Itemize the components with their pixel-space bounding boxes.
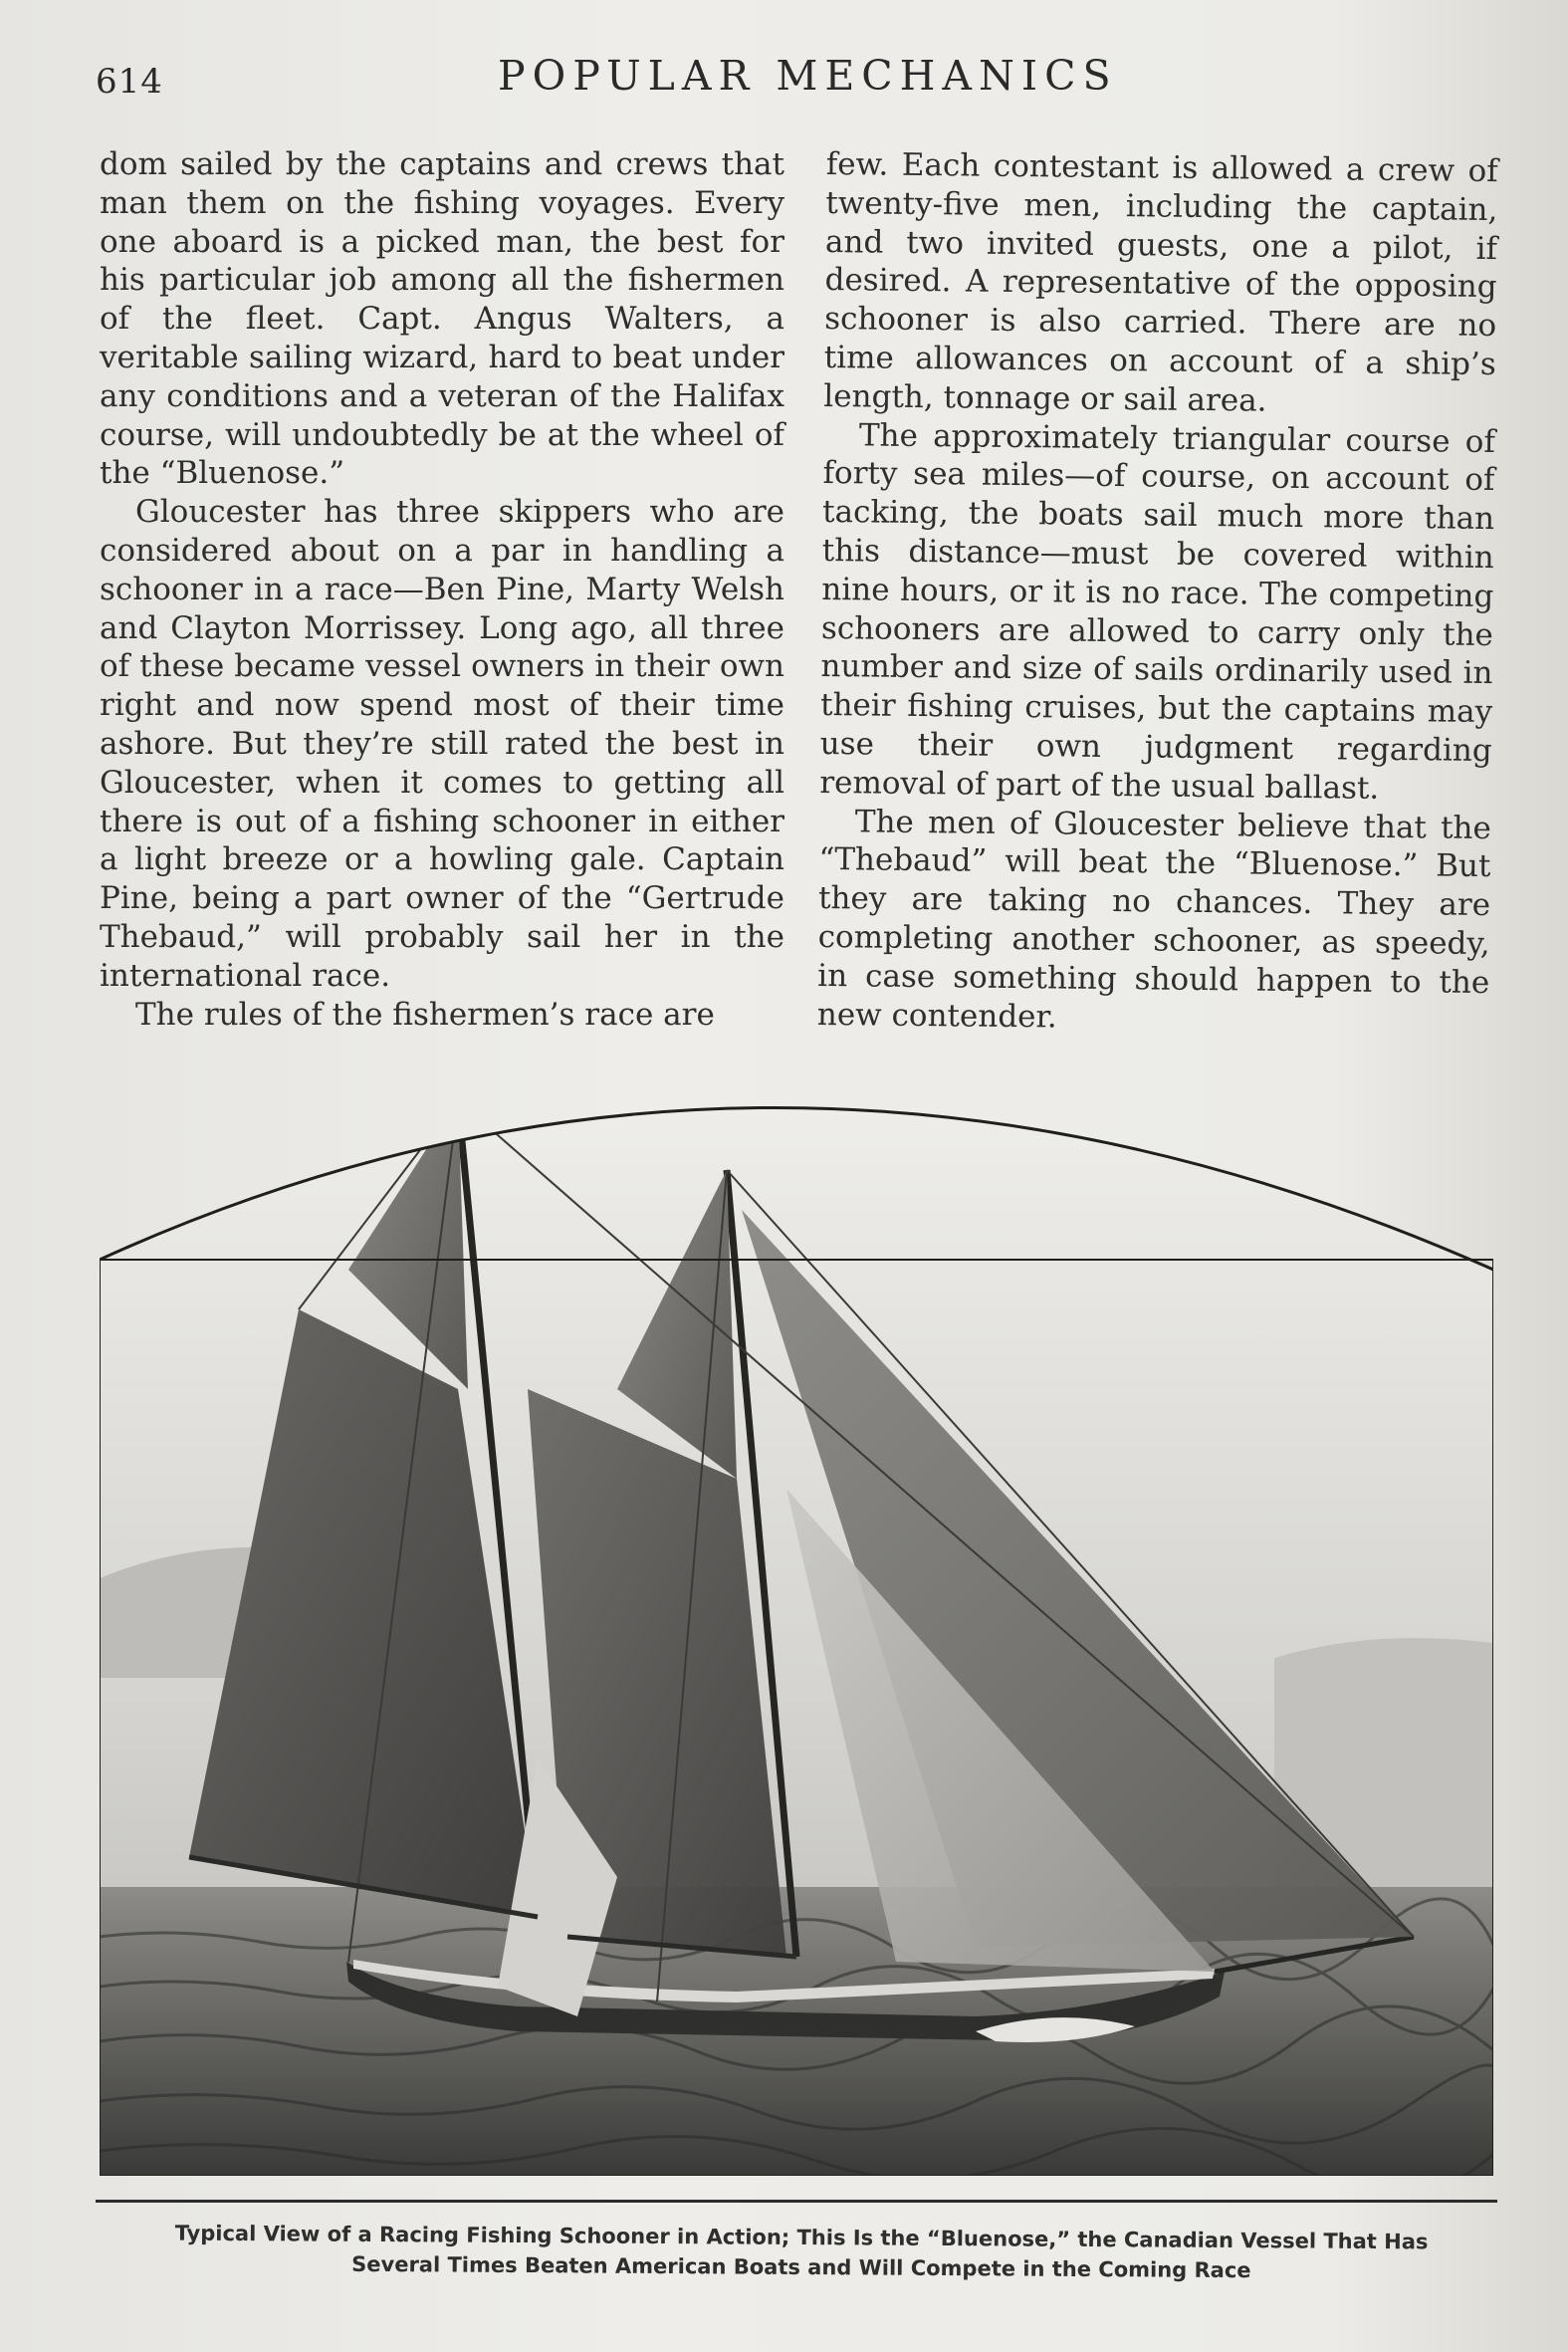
paragraph: Gloucester has three skippers who are considered about on a par in handling a schooner in a race—Ben Pine, Marty Welsh and Clayton Morrissey. Long ago, all three of these became vessel owners in their own right and now spend most of their time ashore. But they’re still rated the best in Gloucester, when it comes to getting all there is out of a fishing schooner in either a light breeze or a howling gale. Captain Pine, being a part owner of the “Gertrude Thebaud,” will probably sail her in the international race. <box>100 494 784 994</box>
caption-line-1: Typical View of a Racing Fishing Schooner in Action; This Is the “Bluenose,” the Canadian Vessel That Has <box>174 2221 1429 2254</box>
engraving-scene <box>100 1060 1493 2176</box>
caption-line-2: Several Times Beaten American Boats and Will Compete in the Coming Race <box>351 2251 1251 2283</box>
right-text-column <box>817 145 1498 1041</box>
caption-rule <box>96 2200 1497 2203</box>
paragraph: The approximately triangular course of forty sea miles—of course, on account of tacking, the boats sail much more than this distance—must be covered within nine hours, or it is no race. The competing schooners are allowed to carry only the number and size of sails ordinarily used in their fishing cruises, but the captains may use their own judgment regarding removal of part of the usual ballast. <box>819 416 1496 807</box>
paragraph: The rules of the fishermen’s race are <box>135 996 715 1033</box>
figure-caption <box>110 2218 1493 2287</box>
magazine-title: POPULAR MECHANICS <box>498 52 1118 100</box>
paragraph: few. Each contestant is allowed a crew of twenty-five men, including the captain, and two invited guests, one a pilot, if desired. A representative of the opposing schooner is also carried. There are no time allowances on account of a ship’s length, tonnage or sail area. <box>823 145 1498 419</box>
left-text-column <box>100 145 784 1034</box>
paragraph: The men of Gloucester believe that the “Thebaud” will beat the “Bluenose.” But they are taking no chances. They are completing another schooner, as speedy, in case something should happen to the new contender. <box>816 803 1492 1036</box>
paragraph: dom sailed by the captains and crews that man them on the fishing voyages. Every one aboard is a picked man, the best for his particular job among all the fishermen of the fleet. Capt. Angus Walters, a veritable sailing wizard, hard to beat under any conditions and a veteran of the Halifax course, will undoubtedly be at the wheel of the “Bluenose.” <box>100 146 784 492</box>
schooner-illustration <box>100 1060 1493 2176</box>
page-number: 614 <box>96 62 163 102</box>
